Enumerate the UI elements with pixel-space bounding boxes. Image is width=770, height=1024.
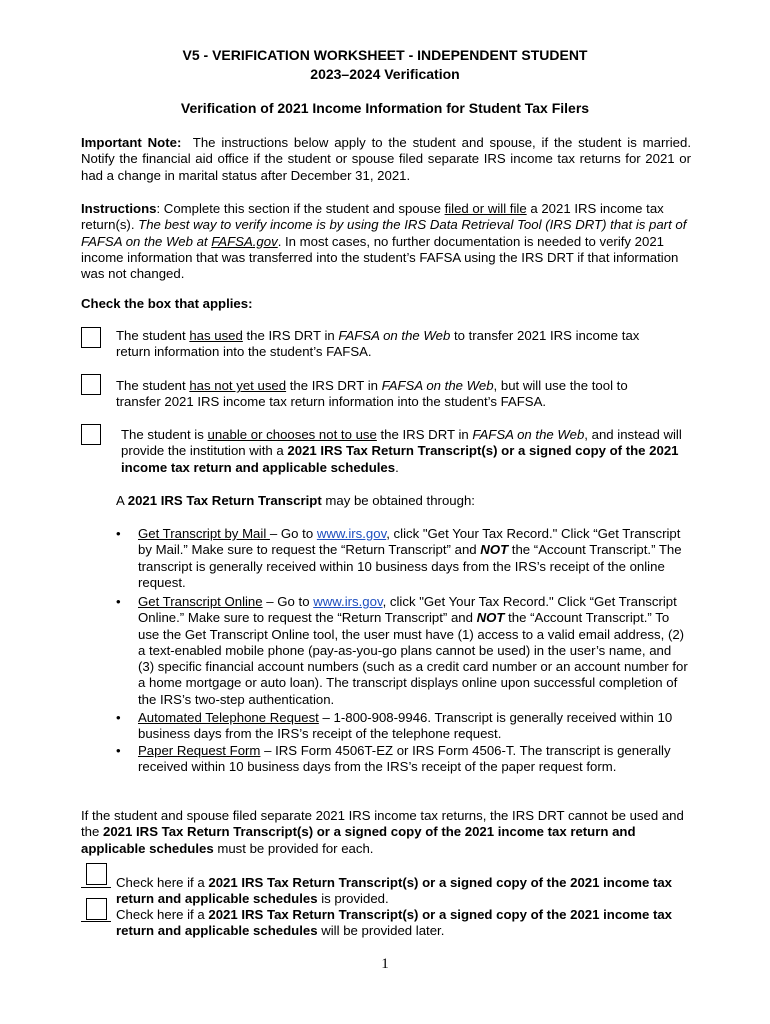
check-heading: Check the box that applies: <box>81 296 253 311</box>
option-2-text-c: , but will use the tool to transfer 2021 IRS income tax return information into the student’s FAFSA. <box>116 378 628 410</box>
bullet-2-title[interactable]: Get Transcript Online <box>138 594 263 609</box>
transcript-provided-text <box>116 875 686 908</box>
instructions-text-1: : Complete this section if the student and spouse <box>156 201 445 216</box>
transcript-later-text <box>116 907 686 940</box>
option-3-text-b: the IRS DRT in <box>376 427 473 442</box>
final-1-bold: 2021 IRS Tax Return Transcript(s) or a signed copy of the 2021 income tax return and applicable schedules <box>116 875 673 907</box>
bullet-dot: • <box>116 526 121 541</box>
bullet-1-c: the “Account Transcript.” The transcript is generally received within 10 business days from the IRS’s receipt of the online request. <box>138 542 682 590</box>
bullet-2-not: NOT <box>476 610 505 626</box>
bullet-2-b: , click "Get Your Tax Record." Click “Get Transcript Online.” Make sure to request the “Return Transcript” and <box>138 594 677 626</box>
final-1-a: Check here if a <box>116 875 209 890</box>
final-2-a: Check here if a <box>116 907 209 922</box>
option-2-text-a: The student <box>116 378 190 393</box>
bullet-telephone-request <box>138 710 688 743</box>
instructions-text-3: . In most cases, no further documentation is needed to verify 2021 income information that was transferred into the student’s FAFSA using the IRS DRT if that information was not changed. <box>81 233 679 282</box>
irs-gov-link-1[interactable]: www.irs.gov <box>316 526 387 541</box>
final-1-b: is provided. <box>317 891 389 907</box>
option-1-text-b: the IRS DRT in <box>242 328 339 343</box>
option-3-text-a: The student is <box>121 427 208 442</box>
document-title: V5 - VERIFICATION WORKSHEET - INDEPENDENT STUDENT <box>182 47 588 63</box>
option-1-italic: FAFSA on the Web <box>338 328 451 343</box>
option-not-yet-used-checkbox[interactable] <box>81 374 101 395</box>
transcript-intro-bold: 2021 IRS Tax Return Transcript <box>127 493 322 508</box>
instructions-text-2: a 2021 IRS income tax return(s). <box>81 201 664 233</box>
bullet-4-a: – IRS Form 4506T-EZ or IRS Form 4506-T. The transcript is generally received within 10 business days from the IRS’s receipt of the paper request form. <box>138 743 671 775</box>
bullet-2-a: – Go to <box>262 594 314 609</box>
instructions-at: at <box>192 233 212 249</box>
option-2-underline: has not yet used <box>189 378 287 393</box>
option-3-text-d: . <box>395 459 399 475</box>
important-note <box>81 135 691 184</box>
bullet-1-b: , click "Get Your Tax Record." Click “Get Transcript by Mail.” Make sure to request the “Return Transcript” and <box>138 526 681 558</box>
irs-gov-link-2[interactable]: www.irs.gov <box>313 594 383 609</box>
option-1-text-c: to transfer 2021 IRS income tax return information into the student’s FAFSA. <box>116 328 640 360</box>
fafsa-gov-link[interactable]: FAFSA.gov <box>211 233 278 249</box>
option-unable-checkbox[interactable] <box>81 424 101 445</box>
document-subtitle: 2023–2024 Verification <box>310 66 460 82</box>
bullet-1-a: – Go to <box>269 526 317 541</box>
bullet-1-title[interactable]: Get Transcript by Mail <box>138 526 270 541</box>
final-2-bold: 2021 IRS Tax Return Transcript(s) or a signed copy of the 2021 income tax return and applicable schedules <box>116 907 673 939</box>
checkbox-underline <box>81 921 111 922</box>
important-note-text: The instructions below apply to the student and spouse, if the student is married. Notify the financial aid office if the student or spouse filed separate IRS income tax returns for 2021 or had a change in marital status after December 31, 2021. <box>81 135 691 183</box>
bullet-dot: • <box>116 743 121 758</box>
separate-bold: 2021 IRS Tax Return Transcript(s) or a signed copy of the 2021 income tax return and applicable schedules <box>81 824 636 856</box>
option-has-used <box>116 328 676 361</box>
bullet-get-transcript-mail <box>138 526 688 591</box>
option-3-italic: FAFSA on the Web <box>472 427 585 442</box>
separate-returns-note <box>81 808 691 857</box>
transcript-intro-a: A <box>116 493 128 508</box>
option-2-text-b: the IRS DRT in <box>286 378 382 393</box>
option-2-italic: FAFSA on the Web <box>381 378 494 393</box>
instructions-italic-2: ) that is part of <box>602 217 687 233</box>
bullet-4-title[interactable]: Paper Request Form <box>138 743 261 758</box>
option-1-underline: has used <box>189 328 243 343</box>
page-number: 1 <box>381 956 389 972</box>
option-3-text-c: , and instead will provide the institution with a <box>121 427 682 459</box>
instructions-fafsa-web: FAFSA on the Web <box>81 233 193 249</box>
final-2-b: will be provided later. <box>317 923 445 939</box>
option-3-bold: 2021 IRS Tax Return Transcript(s) or a signed copy of the 2021 income tax return and applicable schedules <box>121 443 679 475</box>
instructions-italic-1: The best way to verify income is by using the IRS Data Retrieval Tool (IRS DRT <box>138 217 603 233</box>
option-unable <box>121 427 691 476</box>
bullet-dot: • <box>116 594 121 609</box>
instructions <box>81 201 687 282</box>
checkbox-underline <box>81 887 111 888</box>
bullet-2-c: the “Account Transcript.” To use the Get Transcript Online tool, the user must have (1) access to a valid email address, (2) a text-enabled mobile phone (pay-as-you-go plans cannot be used) in the user’s name, and (3) specific financial account numbers (such as a credit card number or an account number for a home mortgage or auto loan). The transcript displays online upon successful completion of the IRS’s two-step authentication. <box>138 610 688 707</box>
transcript-intro <box>116 493 475 508</box>
separate-a: If the student and spouse filed separate 2021 IRS income tax returns, the IRS DRT cannot be used and the <box>81 808 684 840</box>
instructions-filed-or-will-file: filed or will file <box>444 201 527 216</box>
bullet-paper-request <box>138 743 678 776</box>
transcript-provided-checkbox[interactable] <box>86 863 107 885</box>
transcript-later-checkbox[interactable] <box>86 898 107 920</box>
bullet-1-not: NOT <box>480 542 509 558</box>
instructions-label: Instructions <box>81 201 157 216</box>
option-1-text-a: The student <box>116 328 190 343</box>
section-title: Verification of 2021 Income Information for Student Tax Filers <box>180 100 590 116</box>
separate-b: must be provided for each. <box>213 840 374 856</box>
transcript-intro-b: may be obtained through: <box>321 493 475 508</box>
bullet-dot: • <box>116 710 121 725</box>
option-not-yet-used <box>116 378 676 411</box>
option-3-underline: unable or chooses not to use <box>207 427 377 442</box>
bullet-get-transcript-online <box>138 594 688 708</box>
bullet-3-title[interactable]: Automated Telephone Request <box>138 710 319 725</box>
option-has-used-checkbox[interactable] <box>81 327 101 348</box>
important-note-label: Important Note: <box>81 135 182 150</box>
bullet-3-a: – 1-800-908-9946. Transcript is generally received within 10 business days from the IRS’s receipt of the telephone request. <box>138 710 673 742</box>
